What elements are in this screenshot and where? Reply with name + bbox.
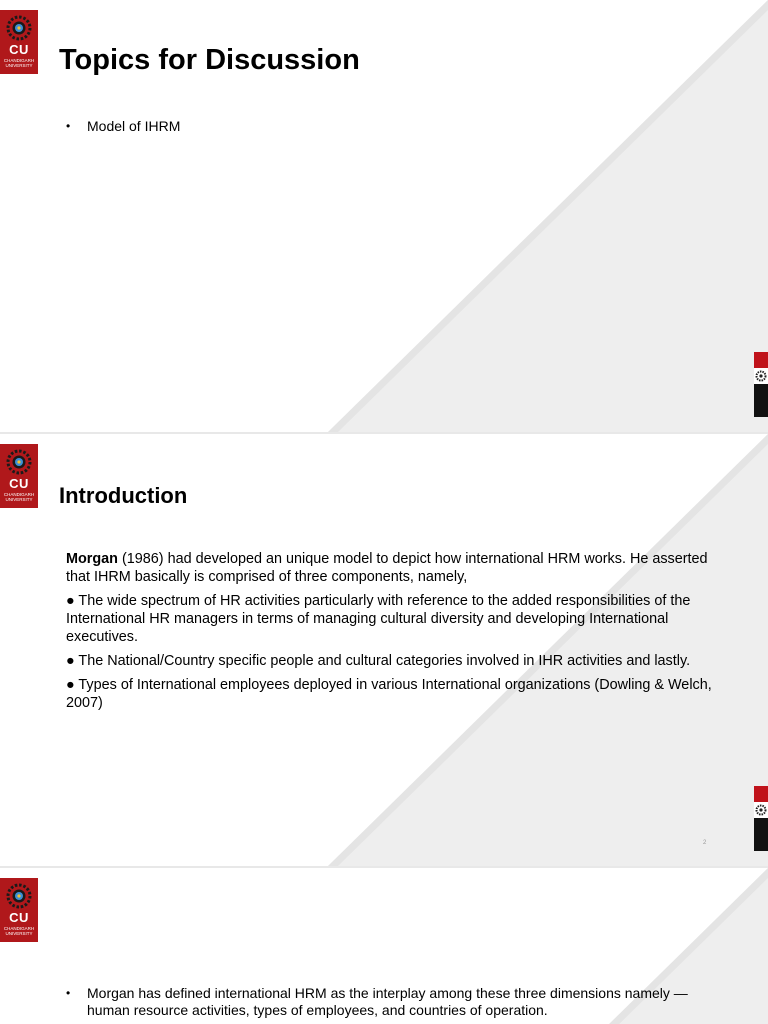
slide-introduction	[0, 434, 768, 866]
logo-abbr: CU	[9, 476, 29, 491]
body-text	[66, 550, 716, 718]
paragraph-text: ● The wide spectrum of HR activities particularly with reference to the added responsibilities of the International HR managers in terms of managing cultural diversity and developing International executives.	[66, 593, 691, 645]
gear-emblem-icon	[5, 14, 33, 42]
university-logo	[0, 10, 38, 74]
gear-icon	[755, 804, 767, 816]
paragraph-text: (1986) had developed an unique model to depict how international HRM works. He asserted that IHRM basically is comprised of three components, namely,	[66, 551, 708, 585]
paragraph-text: ● Types of International employees deployed in various International organizations (Dowling & Welch, 2007)	[66, 677, 712, 711]
paragraph	[66, 550, 716, 586]
paragraph	[66, 592, 716, 646]
background-triangle	[328, 0, 768, 432]
paragraph-lead: Morgan	[66, 551, 118, 567]
bullet-list	[66, 985, 706, 1019]
logo-abbr: CU	[9, 910, 29, 925]
paragraph	[66, 652, 716, 670]
slide-topics	[0, 0, 768, 432]
slide-title: Introduction	[59, 483, 188, 508]
side-badge	[754, 352, 768, 417]
slide-morgan-definition	[0, 868, 768, 1024]
gear-emblem-icon	[5, 882, 33, 910]
paragraph-text: ● The National/Country specific people and cultural categories involved in IHR activities and lastly.	[66, 653, 691, 669]
logo-name: CHANDIGARH UNIVERSITY	[3, 492, 35, 502]
bullet-item: • Model of IHRM	[66, 118, 180, 135]
bullet-list	[66, 118, 180, 135]
page-number: 2	[703, 840, 707, 846]
gear-icon	[755, 370, 767, 382]
bullet-item: • Morgan has defined international HRM as the interplay among these three dimensions namely —human resource activities, types of employees, and countries of operation.	[66, 985, 706, 1019]
university-logo	[0, 444, 38, 508]
university-logo	[0, 878, 38, 942]
logo-abbr: CU	[9, 42, 29, 57]
gear-emblem-icon	[5, 448, 33, 476]
side-badge	[754, 786, 768, 851]
logo-name: CHANDIGARH UNIVERSITY	[3, 58, 35, 68]
slide-title: Topics for Discussion	[59, 44, 360, 76]
paragraph	[66, 676, 716, 712]
logo-name: CHANDIGARH UNIVERSITY	[3, 926, 35, 936]
